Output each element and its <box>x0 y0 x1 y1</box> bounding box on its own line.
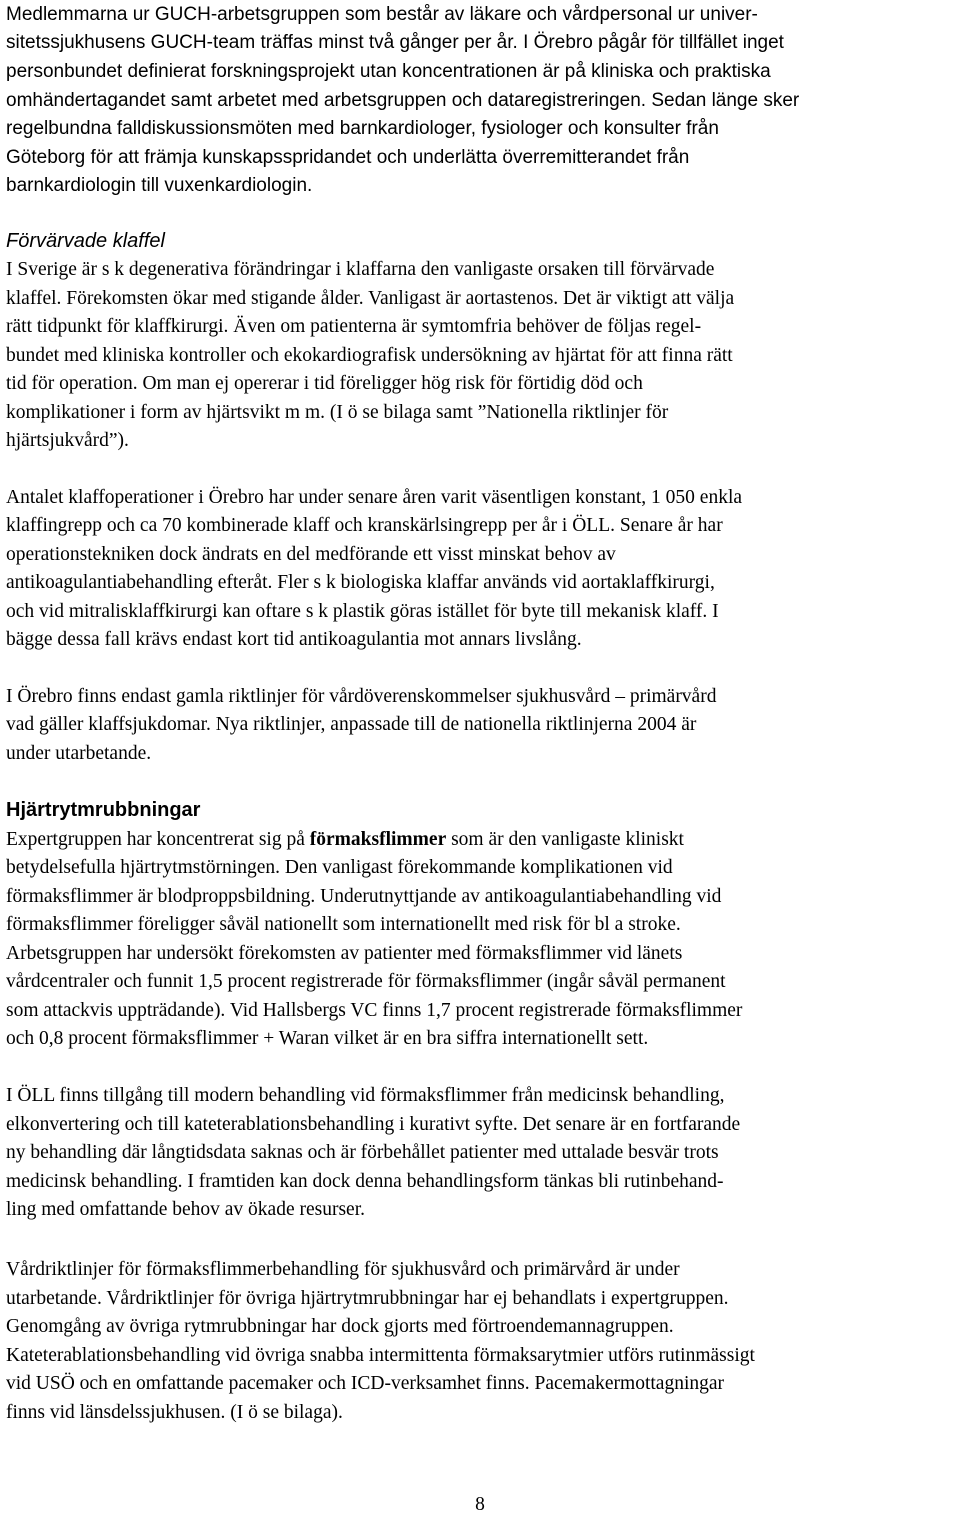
paragraph-line: förmaksflimmer föreligger såväl nationellt som internationellt med risk för bl a stroke. <box>6 914 681 935</box>
paragraph-line: I Örebro finns endast gamla riktlinjer för vårdöverenskommelser sjukhusvård – primärvård <box>6 686 717 707</box>
paragraph-line: vad gäller klaffsjukdomar. Nya riktlinjer, anpassade till de nationella riktlinjerna 2004 är <box>6 714 697 735</box>
paragraph-line: elkonvertering och till kateterablationsbehandling i kurativt syfte. Det senare är en fortfarande <box>6 1114 741 1135</box>
paragraph-line: ling med omfattande behov av ökade resurser. <box>6 1199 366 1220</box>
paragraph-line: och vid mitralisklaffkirurgi kan oftare s k plastik göras istället för byte till mekanisk klaff. I <box>6 601 719 622</box>
paragraph-line: klaffingrepp och ca 70 kombinerade klaff och kranskärlsingrepp per år i ÖLL. Senare år har <box>6 515 723 536</box>
paragraph-line: antikoagulantiabehandling efteråt. Fler s k biologiska klaffar används vid aortaklaffkirurgi, <box>6 572 715 593</box>
paragraph-line: Arbetsgruppen har undersökt förekomsten av patienter med förmaksflimmer vid länets <box>6 943 683 964</box>
intro-line: barnkardiologin till vuxenkardiologin. <box>6 175 313 196</box>
intro-line: omhändertagandet samt arbetet med arbetsgruppen och dataregistreringen. Sedan länge sker <box>6 90 800 111</box>
paragraph-line: rätt tidpunkt för klaffkirurgi. Även om patienterna är symtomfria behöver de följas regel- <box>6 316 702 337</box>
paragraph-line: som attackvis uppträdande). Vid Hallsbergs VC finns 1,7 procent registrerade förmaksflimmer <box>6 1000 743 1021</box>
intro-line: Göteborg för att främja kunskapsspridandet och underlätta överremitterandet från <box>6 147 690 168</box>
text-segment: som är den vanligaste kliniskt <box>446 829 684 850</box>
paragraph-line <box>6 825 684 854</box>
paragraph-line: ny behandling där långtidsdata saknas och är förbehållet patienter med uttalade besvär trots <box>6 1142 719 1163</box>
section-heading-rytm: Hjärtrytmrubbningar <box>6 799 201 821</box>
section-heading-klaffel: Förvärvade klaffel <box>6 230 165 252</box>
paragraph-line: vid USÖ och en omfattande pacemaker och ICD-verksamhet finns. Pacemakermottagningar <box>6 1373 725 1394</box>
paragraph-line: hjärtsjukvård”). <box>6 430 129 451</box>
intro-line: Medlemmarna ur GUCH-arbetsgruppen som består av läkare och vårdpersonal ur univer- <box>6 4 758 25</box>
paragraph-line: I Sverige är s k degenerativa förändringar i klaffarna den vanligaste orsaken till förvärvade <box>6 259 715 280</box>
paragraph-line: Antalet klaffoperationer i Örebro har under senare åren varit väsentligen konstant, 1 050 enkla <box>6 487 743 508</box>
paragraph-line: vårdcentraler och funnit 1,5 procent registrerade för förmaksflimmer (ingår såväl permanent <box>6 971 726 992</box>
paragraph-line: I ÖLL finns tillgång till modern behandling vid förmaksflimmer från medicinsk behandling, <box>6 1085 725 1106</box>
text-segment: Expertgruppen har koncentrerat sig på <box>6 829 310 850</box>
paragraph-line: bägge dessa fall krävs endast kort tid antikoagulantia mot annars livslång. <box>6 629 582 650</box>
emphasis-text: förmaksflimmer <box>309 829 447 850</box>
paragraph-line: och 0,8 procent förmaksflimmer + Waran vilket är en bra siffra internationellt sett. <box>6 1028 649 1049</box>
page-number: 8 <box>475 1494 485 1515</box>
paragraph-line: medicinsk behandling. I framtiden kan dock denna behandlingsform tänkas bli rutinbehand- <box>6 1171 724 1192</box>
paragraph-line: Vårdriktlinjer för förmaksflimmerbehandling för sjukhusvård och primärvård är under <box>6 1259 680 1280</box>
paragraph-line: Kateterablationsbehandling vid övriga snabba intermittenta förmaksarytmier utförs rutinmässigt <box>6 1345 755 1366</box>
paragraph-line: förmaksflimmer är blodproppsbildning. Underutnyttjande av antikoagulantiabehandling vid <box>6 886 722 907</box>
paragraph-line: under utarbetande. <box>6 743 152 764</box>
intro-line: personbundet definierat forskningsprojekt utan koncentrationen är på kliniska och praktiska <box>6 61 771 82</box>
paragraph-line: utarbetande. Vårdriktlinjer för övriga hjärtrytmrubbningar har ej behandlats i expertgruppen. <box>6 1288 729 1309</box>
paragraph-line: komplikationer i form av hjärtsvikt m m. (I ö se bilaga samt ”Nationella riktlinjer för <box>6 402 669 423</box>
intro-line: regelbundna falldiskussionsmöten med barnkardiologer, fysiologer och konsulter från <box>6 118 719 139</box>
paragraph-line: finns vid länsdelssjukhusen. (I ö se bilaga). <box>6 1402 343 1423</box>
paragraph-line: klaffel. Förekomsten ökar med stigande ålder. Vanligast är aortastenos. Det är viktigt att välja <box>6 288 735 309</box>
paragraph-line: Genomgång av övriga rytmrubbningar har dock gjorts med förtroendemannagruppen. <box>6 1316 674 1337</box>
intro-line: sitetssjukhusens GUCH-team träffas minst två gånger per år. I Örebro pågår för tillfället inget <box>6 32 784 53</box>
paragraph-line: betydelsefulla hjärtrytmstörningen. Den vanligast förekommande komplikationen vid <box>6 857 673 878</box>
paragraph-line: bundet med kliniska kontroller och ekokardiografisk undersökning av hjärtat för att finna rätt <box>6 345 733 366</box>
paragraph-line: tid för operation. Om man ej opererar i tid föreligger hög risk för förtidig död och <box>6 373 643 394</box>
paragraph-line: operationstekniken dock ändrats en del medförande ett visst minskat behov av <box>6 544 616 565</box>
